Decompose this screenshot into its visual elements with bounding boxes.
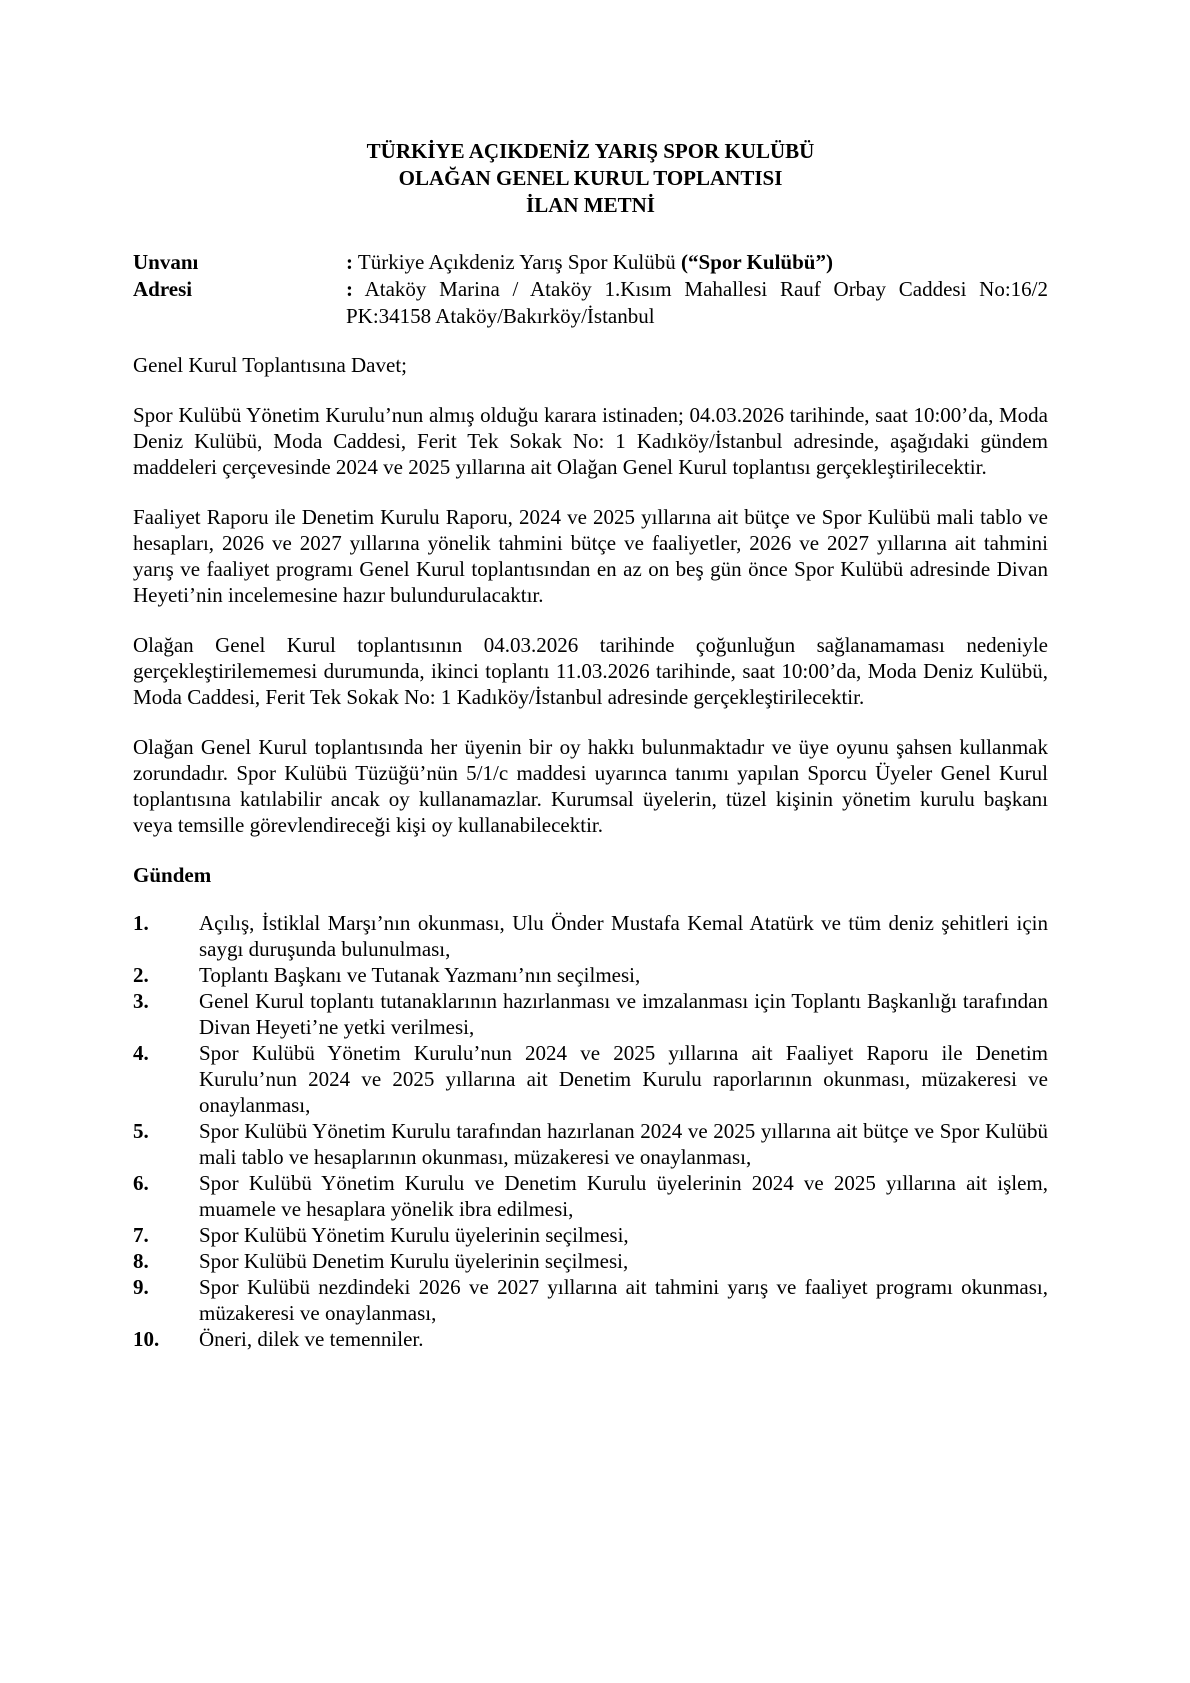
paragraph-reports-availability: Faaliyet Raporu ile Denetim Kurulu Raporu, 2024 ve 2025 yıllarına ait bütçe ve Spor Kulübü mali tablo ve hesapları, 2026 ve 2027 yıllarına yönelik tahmini bütçe ve faaliyetler, 2026 ve 2027 yıllarına ait tahmini yarış ve faaliyet programı Genel Kurul toplantısından en az on beş gün önce Spor Kulübü adresinde Divan Heyeti’nin incelemesine hazır bulundurulacaktır. bbox=[133, 505, 1048, 607]
agenda-item bbox=[133, 988, 1048, 1040]
agenda-item bbox=[133, 1170, 1048, 1222]
agenda-item-text: Açılış, İstiklal Marşı’nın okunması, Ulu Önder Mustafa Kemal Atatürk ve tüm deniz şehitleri için saygı duruşunda bulunulması, bbox=[199, 911, 1048, 961]
entity-address-text: Ataköy Marina / Ataköy 1.Kısım Mahallesi Rauf Orbay Caddesi No:16/2 PK:34158 Ataköy/Bakırköy/İstanbul bbox=[346, 277, 1048, 328]
entity-address-row bbox=[133, 276, 1048, 330]
agenda-item bbox=[133, 1040, 1048, 1118]
agenda-item-number: 5. bbox=[133, 1119, 149, 1143]
agenda-item-text: Spor Kulübü nezdindeki 2026 ve 2027 yıllarına ait tahmini yarış ve faaliyet programı okunması, müzakeresi ve onaylanması, bbox=[199, 1275, 1048, 1325]
agenda-item-number: 9. bbox=[133, 1275, 149, 1299]
agenda-item-text: Spor Kulübü Yönetim Kurulu’nun 2024 ve 2025 yıllarına ait Faaliyet Raporu ile Denetim Kurulu’nun 2024 ve 2025 yıllarına ait Denetim Kurulu raporlarının okunması, müzakeresi ve onaylanması, bbox=[199, 1041, 1048, 1117]
agenda-item bbox=[133, 1326, 1048, 1352]
agenda-item-number: 7. bbox=[133, 1223, 149, 1247]
entity-address-colon: : bbox=[346, 277, 353, 301]
paragraph-meeting-announcement: Spor Kulübü Yönetim Kurulu’nun almış olduğu karara istinaden; 04.03.2026 tarihinde, saat 10:00’da, Moda Deniz Kulübü, Moda Caddesi, Ferit Tek Sokak No: 1 Kadıköy/İstanbul adresinde, aşağıdaki gündem maddeleri çerçevesinde 2024 ve 2025 yıllarına ait Olağan Genel Kurul toplantısı gerçekleştirilecektir. bbox=[133, 403, 1048, 479]
agenda-item-number: 4. bbox=[133, 1041, 149, 1065]
agenda-item bbox=[133, 1222, 1048, 1248]
agenda-item-text: Öneri, dilek ve temenniler. bbox=[199, 1327, 424, 1351]
document-title-line-3: İLAN METNİ bbox=[526, 193, 655, 217]
paragraph-voting-rules: Olağan Genel Kurul toplantısında her üyenin bir oy hakkı bulunmaktadır ve üye oyunu şahsen kullanmak zorundadır. Spor Kulübü Tüzüğü’nün 5/1/c maddesi uyarınca tanımı yapılan Sporcu Üyeler Genel Kurul toplantısına katılabilir ancak oy kullanamazlar. Kurumsal üyelerin, tüzel kişinin yönetim kurulu başkanı veya temsille görevlendireceği kişi oy kullanabilecektir. bbox=[133, 735, 1048, 837]
entity-name-row bbox=[133, 249, 1048, 276]
entity-name-value bbox=[346, 249, 1048, 276]
agenda-item-number: 8. bbox=[133, 1249, 149, 1273]
agenda-item-number: 1. bbox=[133, 911, 149, 935]
agenda-item-text: Spor Kulübü Denetim Kurulu üyelerinin seçilmesi, bbox=[199, 1249, 629, 1273]
agenda-item bbox=[133, 1274, 1048, 1326]
entity-address-label: Adresi bbox=[133, 277, 193, 301]
agenda-item-number: 6. bbox=[133, 1171, 149, 1195]
document-title bbox=[133, 138, 1048, 219]
agenda-heading: Gündem bbox=[133, 863, 212, 887]
agenda-item-text: Toplantı Başkanı ve Tutanak Yazmanı’nın seçilmesi, bbox=[199, 963, 641, 987]
entity-info-block bbox=[133, 249, 1048, 330]
agenda-list bbox=[133, 910, 1048, 1352]
agenda-item bbox=[133, 962, 1048, 988]
document-title-line-2: OLAĞAN GENEL KURUL TOPLANTISI bbox=[398, 166, 783, 190]
agenda-item-number: 10. bbox=[133, 1327, 160, 1351]
entity-address-value bbox=[346, 276, 1048, 330]
entity-name-alias: (“Spor Kulübü”) bbox=[681, 250, 833, 274]
agenda-item bbox=[133, 1118, 1048, 1170]
agenda-item-text: Genel Kurul toplantı tutanaklarının hazırlanması ve imzalanması için Toplantı Başkanlığı tarafından Divan Heyeti’ne yetki verilmesi, bbox=[199, 989, 1048, 1039]
entity-name-text: Türkiye Açıkdeniz Yarış Spor Kulübü bbox=[353, 250, 682, 274]
agenda-item-number: 3. bbox=[133, 989, 149, 1013]
agenda-item-text: Spor Kulübü Yönetim Kurulu tarafından hazırlanan 2024 ve 2025 yıllarına ait bütçe ve Spor Kulübü mali tablo ve hesaplarının okunması, müzakeresi ve onaylanması, bbox=[199, 1119, 1048, 1169]
agenda-item-text: Spor Kulübü Yönetim Kurulu üyelerinin seçilmesi, bbox=[199, 1223, 629, 1247]
paragraph-second-meeting: Olağan Genel Kurul toplantısının 04.03.2026 tarihinde çoğunluğun sağlanamaması nedeniyle gerçekleştirilememesi durumunda, ikinci toplantı 11.03.2026 tarihinde, saat 10:00’da, Moda Deniz Kulübü, Moda Caddesi, Ferit Tek Sokak No: 1 Kadıköy/İstanbul adresinde gerçekleştirilecektir. bbox=[133, 633, 1048, 709]
agenda-item bbox=[133, 1248, 1048, 1274]
agenda-item bbox=[133, 910, 1048, 962]
document-content bbox=[133, 138, 1048, 1352]
agenda-item-number: 2. bbox=[133, 963, 149, 987]
document-title-line-1: TÜRKİYE AÇIKDENİZ YARIŞ SPOR KULÜBÜ bbox=[366, 139, 815, 163]
entity-name-label: Unvanı bbox=[133, 250, 199, 274]
agenda-item-text: Spor Kulübü Yönetim Kurulu ve Denetim Kurulu üyelerinin 2024 ve 2025 yıllarına ait işlem, muamele ve hesaplara yönelik ibra edilmesi, bbox=[199, 1171, 1048, 1221]
entity-name-colon: : bbox=[346, 250, 353, 274]
invitation-line: Genel Kurul Toplantısına Davet; bbox=[133, 353, 407, 377]
